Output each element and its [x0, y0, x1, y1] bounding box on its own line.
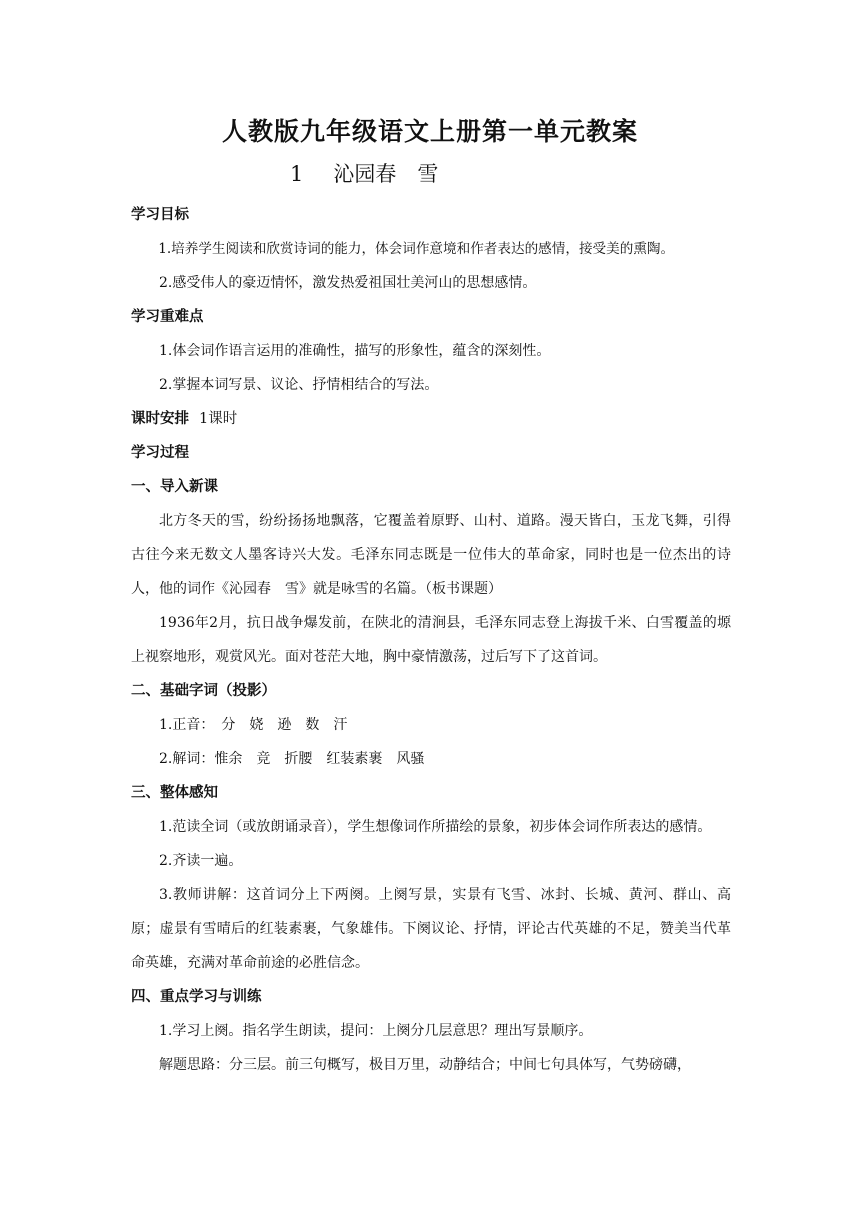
- document-title: 人教版九年级语文上册第一单元教案: [221, 117, 638, 146]
- section-heading-focus: 四、重点学习与训练: [131, 988, 262, 1005]
- paragraph: 解题思路：分三层。前三句概写，极目万里，动静结合；中间七句具体写，气势磅礴，: [159, 1057, 691, 1073]
- document-body: [131, 198, 731, 1082]
- section-heading-overview: 三、整体感知: [131, 784, 218, 801]
- section-heading-goals: 学习目标: [131, 206, 189, 223]
- schedule-value: 1课时: [199, 411, 238, 427]
- paragraph: 北方冬天的雪，纷纷扬扬地飘落，它覆盖着原野、山村、道路。漫天皆白，玉龙飞舞，引得古往今来无数文人墨客诗兴大发。毛泽东同志既是一位伟大的革命家，同时也是一位杰出的诗人，他的词作《沁园春 雪》就是咏雪的名篇。（板书课题）: [131, 513, 731, 597]
- paragraph: 2.齐读一遍。: [159, 853, 243, 869]
- paragraph: 2.解词：惟余 竞 折腰 红装素裹 风骚: [159, 751, 425, 767]
- section-heading-schedule: 课时安排: [131, 410, 189, 427]
- paragraph: 3.教师讲解：这首词分上下两阕。上阕写景，实景有飞雪、冰封、长城、黄河、群山、高原；虚景有雪晴后的红装素裹，气象雄伟。下阕议论、抒情，评论古代英雄的不足，赞美当代革命英雄，充满对革命前途的必胜信念。: [131, 887, 731, 971]
- paragraph: 2.感受伟人的豪迈情怀，激发热爱祖国壮美河山的思想感情。: [159, 275, 537, 291]
- section-heading-key-points: 学习重难点: [131, 308, 204, 325]
- paragraph: 2.掌握本词写景、议论、抒情相结合的写法。: [159, 377, 439, 393]
- paragraph: 1.范读全词（或放朗诵录音），学生想像词作所描绘的景象，初步体会词作所表达的感情。: [159, 819, 712, 835]
- paragraph: 1.学习上阕。指名学生朗读，提问：上阕分几层意思？理出写景顺序。: [159, 1023, 593, 1039]
- section-heading-process: 学习过程: [131, 444, 189, 461]
- paragraph: 1936年2月，抗日战争爆发前，在陕北的清涧县，毛泽东同志登上海拔千米、白雪覆盖的塬上视察地形，观赏风光。面对苍茫大地，胸中豪情激荡，过后写下了这首词。: [131, 615, 731, 665]
- section-schedule: [131, 402, 731, 436]
- paragraph: 1.培养学生阅读和欣赏诗词的能力，体会词作意境和作者表达的感情，接受美的熏陶。: [158, 241, 675, 257]
- paragraph: 1.体会词作语言运用的准确性，描写的形象性，蕴含的深刻性。: [159, 343, 551, 359]
- paragraph: 1.正音： 分 娆 逊 数 汗: [159, 717, 348, 733]
- section-heading-intro: 一、导入新课: [131, 478, 218, 495]
- lesson-title: 沁园春 雪: [333, 162, 439, 186]
- lesson-heading: [290, 158, 438, 188]
- lesson-number: 1: [290, 162, 304, 186]
- section-heading-vocab: 二、基础字词（投影）: [131, 682, 276, 699]
